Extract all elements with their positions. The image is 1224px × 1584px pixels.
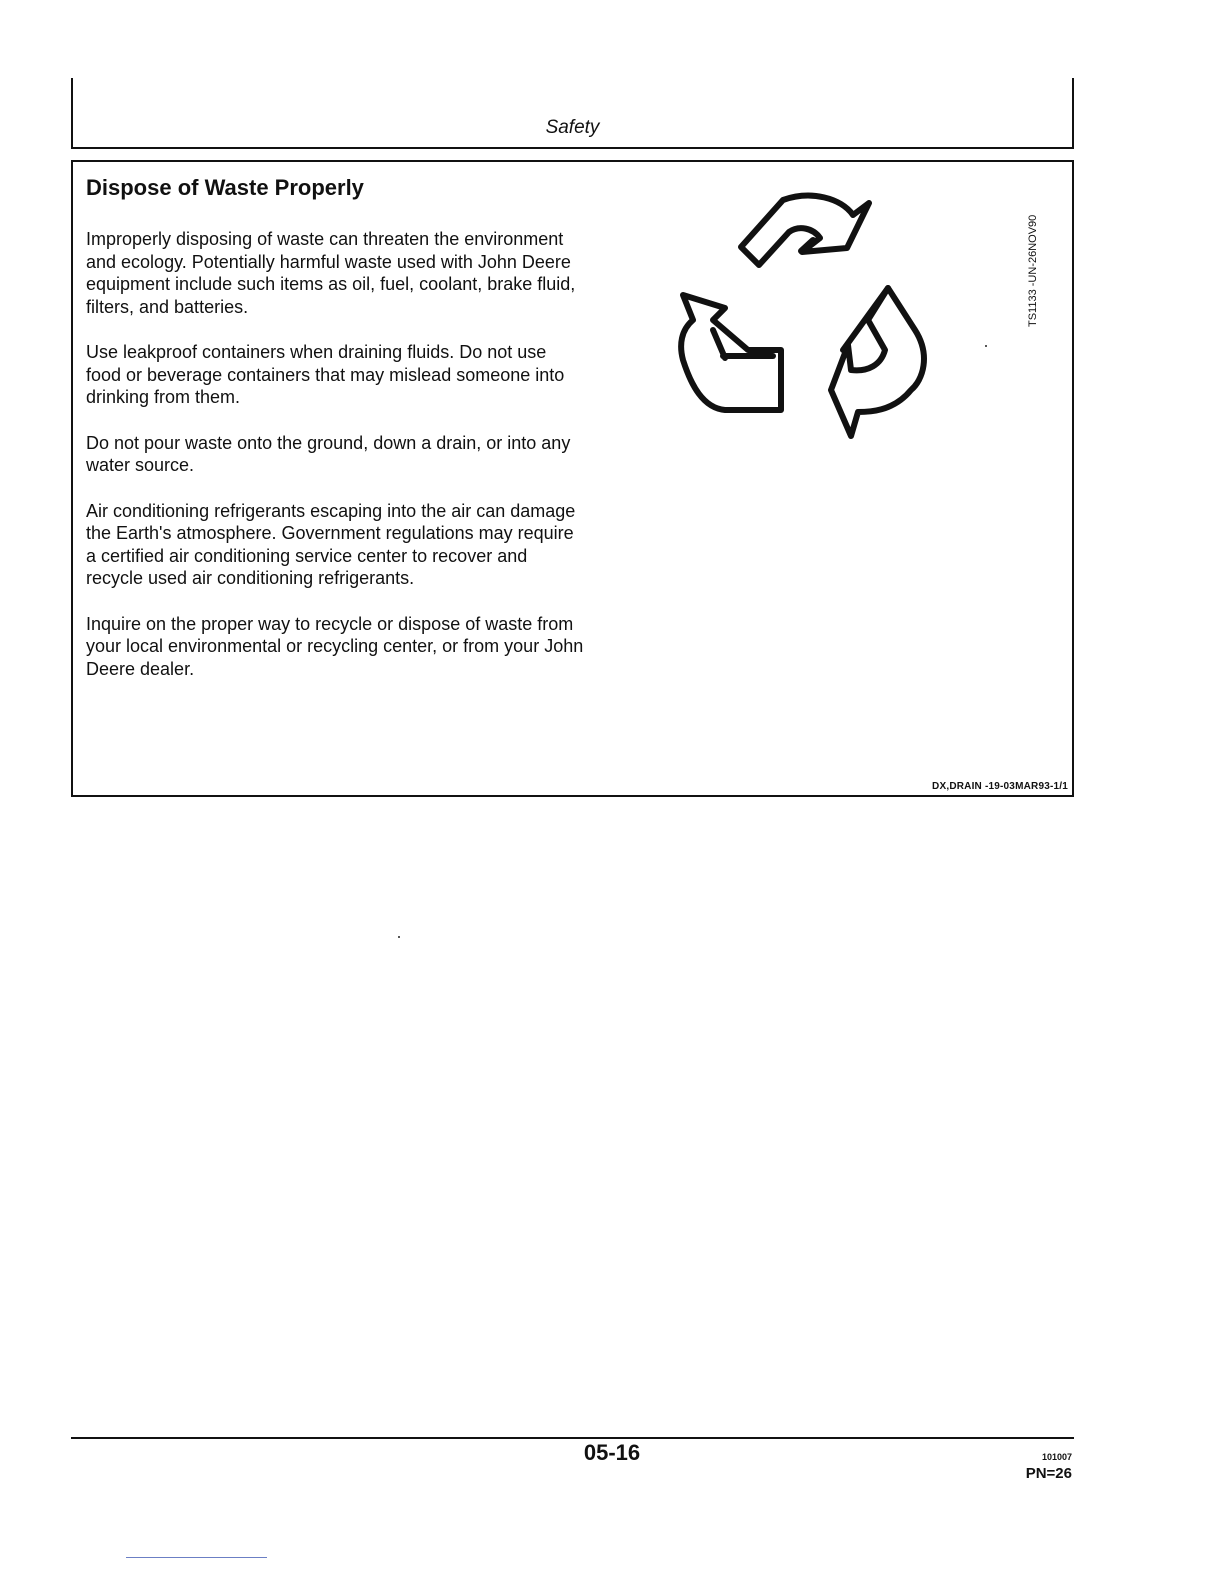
bottom-edge-mark	[126, 1557, 267, 1558]
section-title: Dispose of Waste Properly	[86, 175, 364, 200]
header-title: Safety	[545, 117, 600, 138]
scan-speck	[985, 345, 987, 347]
page-header	[71, 78, 1074, 149]
paragraph: Improperly disposing of waste can threaten the environment and ecology. Potentially harmful waste used with John Deere equipment include such items as oil, fuel, coolant, brake fluid, filters, and batteries.	[86, 229, 576, 317]
paragraph: Inquire on the proper way to recycle or dispose of waste from your local environmental or recycling center, or from your John Deere dealer.	[86, 613, 584, 679]
recycle-icon	[673, 180, 943, 440]
paragraph: Use leakproof containers when draining fluids. Do not use food or beverage containers that may mislead someone into drinking from them.	[86, 342, 565, 407]
footer-divider	[71, 1437, 1074, 1439]
section-body	[86, 228, 586, 703]
scan-speck	[398, 936, 400, 938]
document-code: DX,DRAIN -19-03MAR93-1/1	[932, 781, 1068, 792]
paragraph: Air conditioning refrigerants escaping into the air can damage the Earth's atmosphere. Government regulations may require a certified air conditioning service center to recover and recycle used air conditioning refrigerants.	[86, 500, 576, 588]
page-index: PN=26	[1025, 1465, 1072, 1482]
safety-section	[71, 160, 1074, 797]
document-serial: 101007	[1041, 1452, 1072, 1462]
figure-reference: TS1133 -UN-26NOV90	[1027, 214, 1039, 327]
paragraph: Do not pour waste onto the ground, down a drain, or into any water source.	[86, 432, 571, 475]
page-number: 05-16	[583, 1440, 641, 1465]
